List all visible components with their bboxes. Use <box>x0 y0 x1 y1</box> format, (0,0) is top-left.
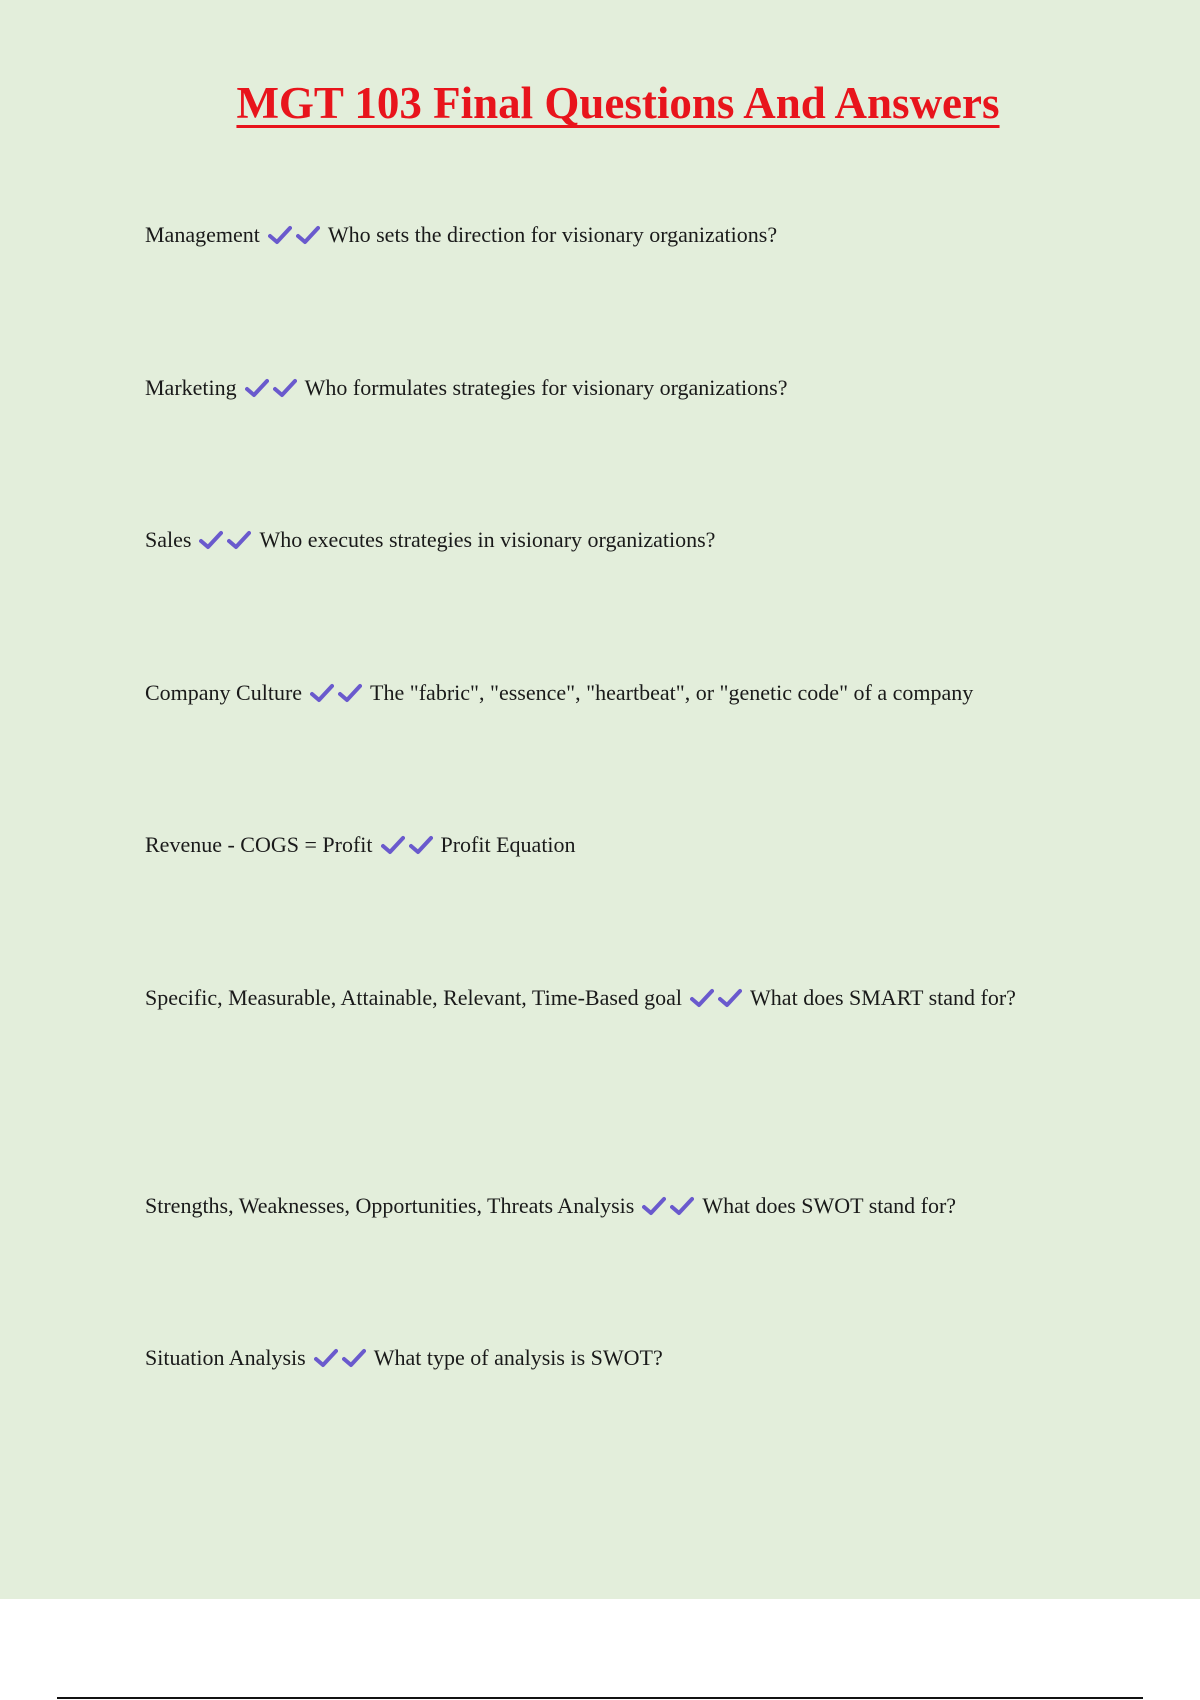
qa-item <box>145 358 1065 421</box>
check-icon <box>409 835 433 855</box>
qa-item <box>145 510 1065 573</box>
check-icon <box>199 530 223 550</box>
check-pair <box>314 1331 370 1391</box>
check-icon <box>642 1196 666 1216</box>
question-text: Profit Equation <box>440 832 576 857</box>
answer-text: Sales <box>145 527 192 552</box>
check-icon <box>314 1348 338 1368</box>
question-text: What type of analysis is SWOT? <box>373 1345 663 1370</box>
check-pair <box>268 208 324 268</box>
answer-text: Marketing <box>145 375 237 400</box>
answer-text: Specific, Measurable, Attainable, Relevant, Time-Based goal <box>145 985 683 1010</box>
check-icon <box>342 1348 366 1368</box>
qa-item <box>145 1176 1065 1239</box>
question-text: Who executes strategies in visionary organizations? <box>259 527 716 552</box>
qa-item <box>145 815 1065 878</box>
check-pair <box>199 513 255 573</box>
question-text: What does SWOT stand for? <box>702 1193 957 1218</box>
document-title: MGT 103 Final Questions And Answers <box>236 78 1000 128</box>
check-pair <box>310 666 366 726</box>
check-icon <box>227 530 251 550</box>
question-text: The "fabric", "essence", "heartbeat", or "genetic code" of a company <box>370 680 974 705</box>
answer-text: Strengths, Weaknesses, Opportunities, Threats Analysis <box>145 1193 635 1218</box>
answer-text: Management <box>145 222 260 247</box>
qa-item <box>145 663 1065 726</box>
answer-text: Situation Analysis <box>145 1345 306 1370</box>
answer-text: Revenue - COGS = Profit <box>145 832 373 857</box>
check-icon <box>273 378 297 398</box>
check-icon <box>670 1196 694 1216</box>
check-pair <box>381 818 437 878</box>
check-icon <box>296 225 320 245</box>
qa-item <box>145 205 1065 268</box>
question-text: What does SMART stand for? <box>750 985 1016 1010</box>
question-text: Who formulates strategies for visionary organizations? <box>304 375 788 400</box>
check-icon <box>718 988 742 1008</box>
question-text: Who sets the direction for visionary organizations? <box>327 222 778 247</box>
check-icon <box>245 378 269 398</box>
check-icon <box>338 683 362 703</box>
footer-divider <box>57 1697 1143 1699</box>
check-icon <box>268 225 292 245</box>
check-icon <box>690 988 714 1008</box>
check-icon <box>381 835 405 855</box>
check-pair <box>245 361 301 421</box>
answer-text: Company Culture <box>145 680 303 705</box>
check-icon <box>310 683 334 703</box>
qa-item <box>145 1328 1065 1391</box>
check-pair <box>642 1179 698 1239</box>
check-pair <box>690 971 746 1031</box>
qa-item <box>145 968 1065 1031</box>
